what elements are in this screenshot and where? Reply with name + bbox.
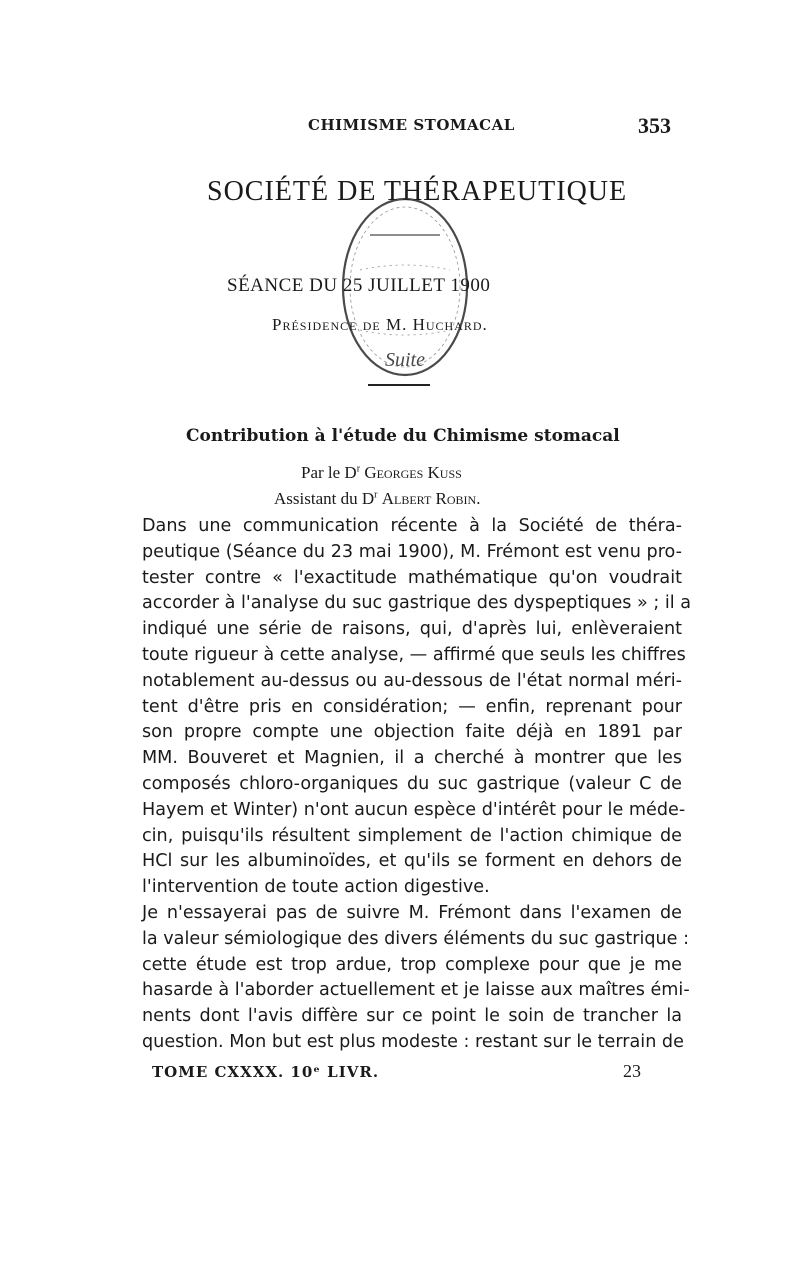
text-line: question. Mon but est plus modeste : restant sur le terrain de [142,1031,684,1052]
text-line: MM. Bouveret et Magnien, il a cherché à montrer que les [142,748,682,769]
text-line: l'intervention de toute action digestive. [142,877,490,898]
text-line: tent d'être pris en considération; — enfin, reprenant pour [142,696,682,717]
seance-heading: SÉANCE DU 25 JUILLET 1900 [227,275,491,296]
page-number: 353 [638,113,671,138]
running-head: CHIMISME STOMACAL [308,116,515,134]
footer-volume: TOME CXXXX. 10ᵉ LIVR. [152,1063,380,1081]
paragraph-1 [120,514,692,901]
text-line: Je n'essayerai pas de suivre M. Frémont dans l'examen de [142,902,682,923]
paragraph-2 [120,901,690,1056]
stamp-text: Suite [385,349,425,371]
article-title: Contribution à l'étude du Chimisme stomacal [186,426,620,446]
text-line: tester contre « l'exactitude mathématique qu'on voudrait [142,567,682,588]
text-line: Dans une communication récente à la Société de théra- [142,516,682,536]
text-line: composés chloro-organiques du suc gastrique (valeur C de [142,773,682,794]
text-line: cin, puisqu'ils résultent simplement de l'action chimique de [142,825,682,846]
text-line: nents dont l'avis diffère sur ce point le soin de trancher la [142,1006,682,1027]
divider-rule [368,384,430,386]
affiliation-name: Albert Robin. [381,489,481,508]
text-line: notablement au-dessus ou au-dessous de l'état normal méri- [142,670,682,691]
presidence-line: Présidence de M. Huchard. [272,315,488,334]
text-line: son propre compte une objection faite déjà en 1891 par [142,722,682,743]
affiliation [274,489,480,509]
footer-signature: 23 [623,1061,641,1081]
affiliation-prefix: Assistant du D [274,489,375,508]
affiliation-sup: r [374,489,378,501]
text-line: hasarde à l'aborder actuellement et je laisse aux maîtres émi- [142,980,690,1001]
text-line: peutique (Séance du 23 mai 1900), M. Frémont est venu pro- [142,541,682,562]
society-title: SOCIÉTÉ DE THÉRAPEUTIQUE [207,176,628,207]
byline-prefix: Par le D [301,463,357,482]
text-line: HCl sur les albuminoïdes, et qu'ils se forment en dehors de [142,851,682,872]
author-name: Georges Kuss [364,463,462,482]
text-line: accorder à l'analyse du suc gastrique des dyspeptiques » ; il a [142,593,692,614]
text-line: cette étude est trop ardue, trop complexe pour que je me [142,954,682,975]
text-line: indiqué une série de raisons, qui, d'après lui, enlèveraient [142,619,682,640]
byline-sup: r [356,463,361,475]
text-line: la valeur sémiologique des divers éléments du suc gastrique : [142,928,690,949]
text-line: toute rigueur à cette analyse, — affirmé que seuls les chiffres [142,644,686,665]
byline [301,463,462,483]
text-line: Hayem et Winter) n'ont aucun espèce d'intérêt pour le méde- [142,799,686,820]
article-body [120,514,692,1056]
